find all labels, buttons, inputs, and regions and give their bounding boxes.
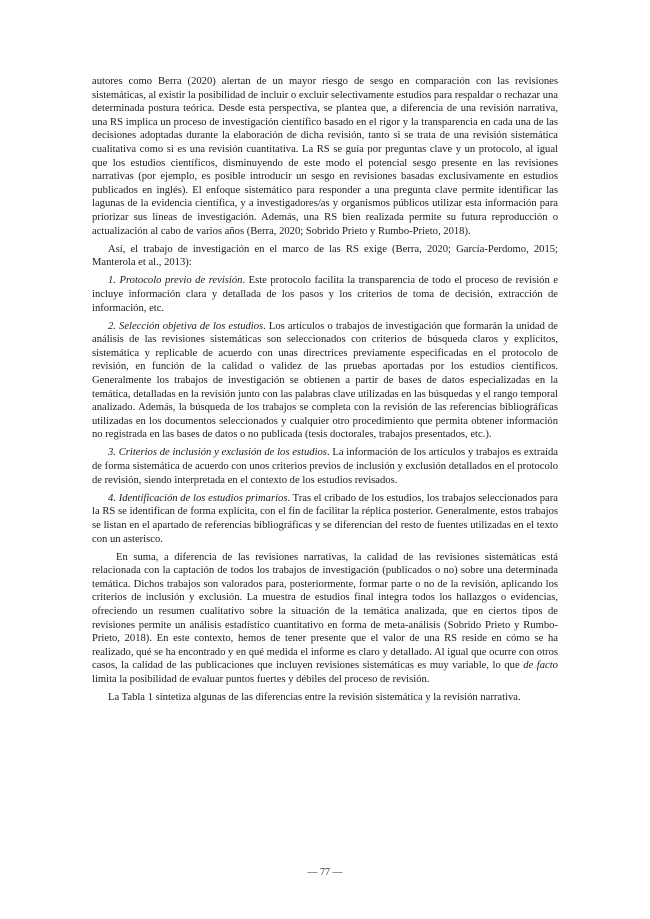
list-item-1-text: . Este protocolo facilita la transparencia de todo el proceso de revisión e incluye información clara y detallada de los pasos y los criterios de toma de decisión, extracción de información, etc.: [92, 275, 559, 314]
list-item-4-text: . Tras el cribado de los estudios, los trabajos seleccionados para la RS se identifican de forma explícita, con el fin de facilitar la réplica posterior. Generalmente, estos trabajos se listan en el apartado de referencias bibliográficas y se diferencian del resto de fuentes utilizadas en el texto con un asterisco.: [92, 492, 558, 545]
list-item-4: [92, 492, 558, 546]
paragraph-3-b: limita la posibilidad de evaluar puntos fuertes y débiles del proceso de revisión.: [92, 673, 430, 685]
list-item-3-text: . La información de los artículos y trabajos es extraída de forma sistemática de acuerdo con unos criterios previos de inclusión y exclusión detallados en el protocolo de revisión, siendo interpretada en el contexto de los estudios revisados.: [92, 447, 558, 486]
list-item-2-text: . Los artículos o trabajos de investigación que formarán la unidad de análisis de las revisiones sistemáticas son seleccionados con criterios de búsqueda claros y explícitos, sistemática y replicable de acuerdo con unas directrices previamente especificadas en el protocolo de revisión, en función de la calidad o validez de las pruebas aportadas por los estudios científicos. Generalmente los trabajos de investigación se obtienen a partir de bases de datos especializadas en la temática, detalladas en la revisión junto con las palabras clave utilizadas en las búsquedas y el rango temporal analizado. Además, la búsqueda de los trabajos se completa con la revisión de las referencias bibliográficas utilizadas en los documentos seleccionados y cualquier otro procedimiento que permita obtener información no registrada en las bases de datos o no publicada (tesis doctorales, trabajos presentados, etc.).: [92, 320, 559, 441]
list-item-3: [92, 446, 558, 487]
paragraph-3-a: En suma, a diferencia de las revisiones narrativas, la calidad de las revisiones sistemáticas está relacionada con la captación de todos los trabajos de investigación (publicados o no) sobre una determinada temática. Dichos trabajos son valorados para, posteriormente, formar parte o no de la revisión, aplicando los criterios de inclusión y exclusión. La muestra de estudios final integra todos los hallazgos o evidencias, ofreciendo un resumen cualitativo sobre la situación de la temática analizada, que en ciertos tipos de revisiones permite un análisis estadístico cuantitativo en forma de meta-análisis (Sobrido Prieto y Rumbo-Prieto, 2018). En este contexto, hemos de tener presente que el valor de una RS reside en cómo se ha realizado, qué se ha encontrado y en qué medida el informe es claro y detallado. Al igual que ocurre con otros casos, la calidad de las publicaciones que incluyen revisiones sistemáticas es muy variable, lo que: [92, 551, 558, 672]
paragraph-4: La Tabla 1 sintetiza algunas de las diferencias entre la revisión sistemática y la revisión narrativa.: [108, 692, 521, 704]
list-item-1: [92, 274, 558, 315]
paragraph-3-emphasis: de facto: [523, 660, 558, 672]
list-item-2-title: 2. Selección objetiva de los estudios: [108, 320, 264, 332]
paragraph-3: [92, 551, 558, 687]
list-item-4-title: 4. Identificación de los estudios primarios: [108, 492, 288, 504]
page-number: — 77 —: [307, 867, 343, 878]
list-item-2: [92, 320, 558, 442]
list-item-3-title: 3. Criterios de inclusión y exclusión de los estudios: [108, 447, 327, 459]
paragraph-2: Así, el trabajo de investigación en el marco de las RS exige (Berra, 2020; García-Perdomo, 2015; Manterola et al., 2013):: [92, 243, 558, 269]
paragraph-1: autores como Berra (2020) alertan de un mayor riesgo de sesgo en comparación con las revisiones sistemáticas, al existir la posibilidad de incluir o excluir selectivamente estudios para respaldar o rechazar una determinada postura teórica. Desde esta perspectiva, se plantea que, a diferencia de una revisión narrativa, una RS implica un proceso de investigación científico basado en el rigor y la transparencia en cada una de las decisiones adoptadas durante la elaboración de dicha revisión, tanto si se trata de una revisión sistemática cualitativa como si es una revisión cuantitativa. La RS se guía por preguntas clave y un protocolo, al igual que los estudios científicos, disminuyendo de este modo el potencial sesgo presente en las revisiones narrativas (por ejemplo, es posible introducir un sesgo en revisiones basadas exclusivamente en estudios publicados en inglés). El enfoque sistemático para responder a una pregunta clave permite identificar las lagunas de la evidencia científica, y a investigadores/as y organismos públicos utilizar esta información para priorizar sus líneas de investigación. Además, una RS bien realizada permite su futura reproducción o actualización al cabo de varios años (Berra, 2020; Sobrido Prieto y Rumbo-Prieto, 2018).: [92, 76, 558, 237]
page-body: [92, 75, 558, 709]
list-item-1-title: 1. Protocolo previo de revisión: [108, 275, 243, 287]
